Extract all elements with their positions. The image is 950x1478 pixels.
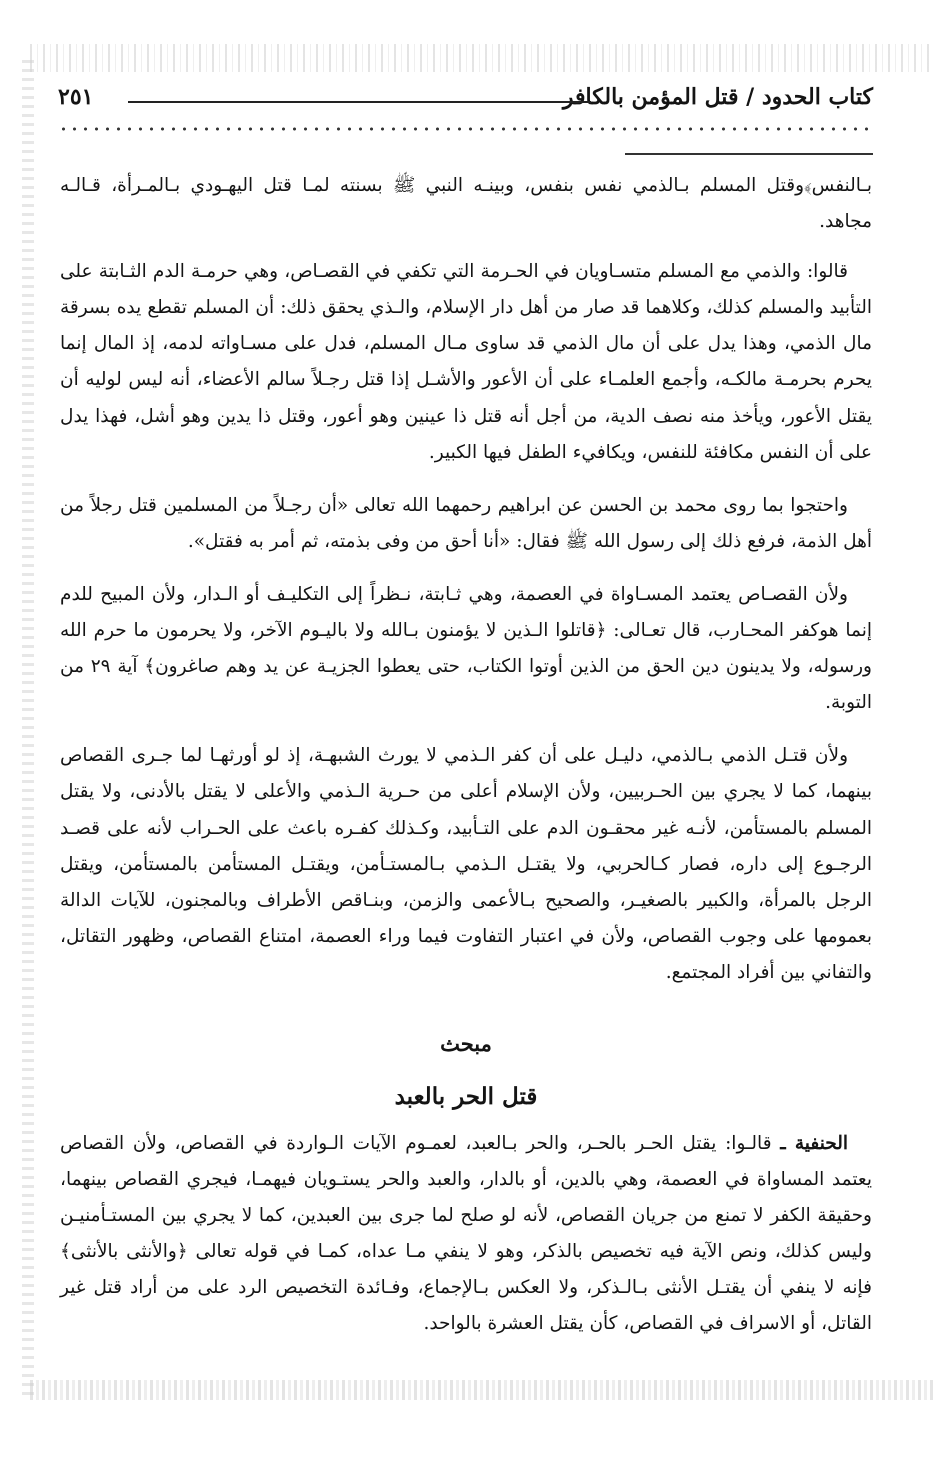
paragraph-6 bbox=[60, 1126, 872, 1343]
footnote-rule bbox=[625, 153, 873, 155]
page-number: ٢٥١ bbox=[58, 84, 94, 110]
paragraph-5: ولأن قتـل الذمي بـالذمي، دليـل على أن كفر الـذمي لا يورث الشبهـة، إذ لو أورثهـا لما جـرى القصاص بينهما، كما لا يجري بين الحـربيين، ولأن الإسلام أعلى من حـرية الـذمي والأعلى لا يقتل بالأدنى، ولا يقتل المسلم بالمستأمن، لأنـه غير محقـون الدم على التـأبيد، وكـذلك كفـره باعث على الحـراب لأنه على قصـد الرجـوع إلى داره، فصار كـالحربي، ولا يقتـل الـذمي بـالمستـأمن، ويقتـل المستأمن بالمستأمن، ويقتل الرجل بالمرأة، والكبير بالصغيـر، والصحيح بـالأعمى والزمن، وبنـاقص الأطراف وبالمجنون، للآيات الدالة بعمومها على وجوب القصاص، ولأن في اعتبار التفاوت فيما وراء العصمة، امتناع القصاص، وظهور التقاتل، والتفاني بين أفراد المجتمع. bbox=[60, 745, 872, 983]
dotted-separator bbox=[58, 124, 873, 134]
section-heading: مبحث bbox=[440, 1030, 492, 1056]
scan-noise-bottom bbox=[30, 1380, 935, 1400]
page-header bbox=[58, 84, 873, 120]
running-title: كتاب الحدود / قتل المؤمن بالكافر bbox=[562, 84, 873, 110]
scan-edge-left bbox=[22, 60, 34, 1400]
school-label: الحنفية ـ bbox=[780, 1132, 848, 1154]
paragraph-3: واحتجوا بما روى محمد بن الحسن عن ابراهيم رحمهما الله تعالى «أن رجـلاً من المسلمين قتل رجلاً من أهل الذمة، فرفع ذلك إلى رسول الله ﷺ فقال: «أنا أحق من وفى بذمته، ثم أمر به فقتل». bbox=[60, 494, 872, 552]
paragraph-4: ولأن القصـاص يعتمد المسـاواة في العصمة، وهي ثـابتة، نـظراً إلى التكليـف أو الـدار، ولأن المبيح للدم إنما هوكفر المحـارب، قال تعـالى: ﴿قاتلوا الـذين لا يؤمنون بـالله ولا باليـوم الآخر، ولا يحرمون ما حرم الله ورسوله، ولا يدينون دين الحق من الذين أوتوا الكتاب، حتى يعطوا الجزيـة عن يد وهم صاغرون﴾ آية ٢٩ من التوبة. bbox=[60, 583, 872, 714]
paragraph-6-text: قالـوا: يقتل الحـر بالحـر، والحر بـالعبد، لعمـوم الآيات الـواردة في القصاص، ولأن القصاص يعتمد المساواة في العصمة، وهي بالدين، أو بالدار، والعبد والحر يستـويان فيهمـا، فيجري القصاص بينهما، وحقيقة الكفر لا تمنع من جريان القصاص، لأنه لو صلح لما جرى بين العبدين، كما لا يجري بين المستـأمنيـن وليس كذلك، ونص الآية فيه تخصيص بالذكر، وهو لا ينفي مـا عداه، كمـا في قوله تعالى ﴿والأنثى بالأنثى﴾ فإنه لا ينفي أن يقتـل الأنثى بـالـذكر، ولا العكس بـالإجماع، وفـائدة التخصيص الرد على من أراد قتل غير القاتل، أو الاسراف في القصاص، كأن يقتل العشرة بالواحد. bbox=[60, 1132, 872, 1335]
header-rule bbox=[128, 101, 591, 103]
paragraph-1: بـالنفس﴾وقتل المسلم بـالذمي نفس بنفس، وبينـه النبي ﷺ بسنته لمـا قتل اليهـودي بـالمـرأة، قـالـه مجاهد. bbox=[60, 175, 872, 233]
page-body bbox=[60, 168, 872, 1380]
section-title: قتل الحر بالعبد bbox=[394, 1082, 538, 1110]
scan-noise-top bbox=[30, 44, 930, 72]
paragraph-2: قالوا: والذمي مع المسلم متسـاويان في الحـرمة التي تكفي في القصـاص، وهي حرمـة الدم الثـابتة على التأبيد والمسلم كذلك، وكلاهما قد صار من أهل دار الإسلام، والـذي يحقق ذلك: أن المسلم تقطع يده بسرقة مال الذمي، وهذا يدل على أن مال الذمي قد ساوى مـال المسلم، فدل على مسـاواته لدمه، إذ المال إنما يحرم بحرمـة مالكـه، وأجمع العلمـاء على أن الأعور والأشـل إذا قتل رجـلاً سالم الأعضاء، أنه ليس لوليه أن يقتل الأعور، ويأخذ منه نصف الدية، من أجل أنه قتل ذا عينين وهو أعور، وقتل ذا يدين وهو أشل، فهذا يدل على أن النفس مكافئة للنفس، ويكافيء الطفل فيها الكبير. bbox=[60, 261, 872, 463]
